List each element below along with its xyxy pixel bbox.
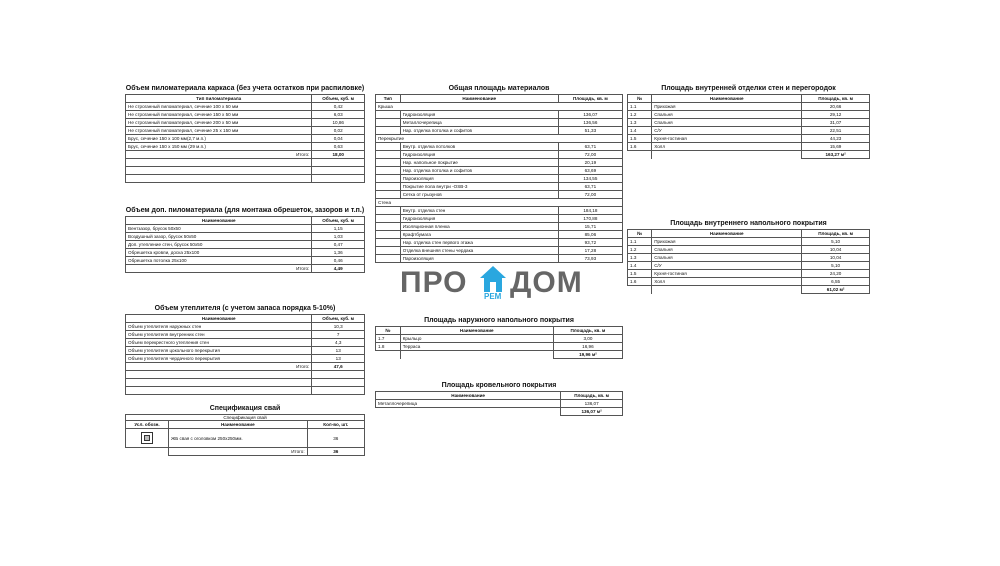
table-row: Брус, сечение 150 х 100 мм(2,7 м.п.) 0,04: [126, 135, 365, 143]
company-logo: [400, 262, 596, 304]
table-row: 1.7 Крыльцо 3,00: [376, 335, 623, 343]
table-row: Нар. отделка потолка и софитов 51,33: [376, 127, 623, 135]
frame-lumber-table: [125, 94, 365, 183]
roof-table: [375, 391, 623, 416]
extra-lumber-table: [125, 216, 365, 273]
table-row: 1.2 Спальня 29,12: [628, 111, 870, 119]
table-row: Гидроизоляция 170,88: [376, 215, 623, 223]
logo-sub-text: РЕМ: [484, 292, 502, 301]
interior-floor-table: [627, 229, 870, 294]
interior-walls-section: [627, 85, 870, 159]
col-header: Наименование: [400, 95, 558, 103]
col-header: Наименование: [652, 230, 802, 238]
table-row: Объем утеплителя внутренних стен 7: [126, 331, 365, 339]
table-row: Нар. отделка потолка и софитов 63,69: [376, 167, 623, 175]
total-row: Итого: 36: [126, 448, 365, 456]
piles-title: Спецификация свай: [209, 405, 281, 412]
insulation-table: [125, 314, 365, 395]
roof-section: [375, 382, 623, 416]
table-row: Сетка от грызунов 72,00: [376, 191, 623, 199]
col-header: Наименование: [652, 95, 802, 103]
col-header: Наименование: [126, 315, 312, 323]
table-row: Объем утеплителя наружных стен 10,3: [126, 323, 365, 331]
table-row: Не строганный пиломатериал, сечение 100 х 50 мм 0,42: [126, 103, 365, 111]
materials-table: [375, 94, 623, 263]
table-row: 1.5 Кухня-гостиная 24,20: [628, 270, 870, 278]
group-row: Стена: [376, 199, 623, 207]
col-header: Наименование: [376, 392, 561, 400]
total-row: 136,07 м²: [376, 408, 623, 416]
interior-walls-table: [627, 94, 870, 159]
table-row: 1.1 Прихожая 20,66: [628, 103, 870, 111]
table-row: Гидроизоляция 72,00: [376, 151, 623, 159]
table-row: Вентзазор, брусок 50х50 1,15: [126, 225, 365, 233]
col-header: Тип: [376, 95, 401, 103]
col-header: №: [628, 95, 652, 103]
col-header: Кол-во, шт.: [307, 421, 364, 429]
roof-title: Площадь кровельного покрытия: [441, 382, 557, 389]
table-row: 1.6 Холл 6,55: [628, 278, 870, 286]
table-row: Металлочерепица 136,56: [376, 119, 623, 127]
col-header: Наименование: [400, 327, 553, 335]
table-row: 1.4 С/У 22,51: [628, 127, 870, 135]
col-header: Площадь, кв. м: [553, 327, 622, 335]
col-header: Площадь, кв. м: [802, 95, 870, 103]
group-row: Крыша: [376, 103, 623, 111]
logo-text-right: ДОМ: [510, 266, 583, 299]
table-row: 1.4 С/У 5,10: [628, 262, 870, 270]
piles-table: [125, 420, 365, 456]
total-row: 163,27 м²: [628, 151, 870, 159]
col-header: Объем, куб. м: [312, 95, 365, 103]
insulation-section: [125, 305, 365, 395]
insulation-title: Объем утеплителя (с учетом запаса порядка 5-10%): [154, 305, 336, 312]
col-header: №: [628, 230, 652, 238]
table-row: Не строганный пиломатериал, сечение 200 х 50 мм 10,86: [126, 119, 365, 127]
extra-lumber-title: Объем доп. пиломатериала (для монтажа обрешеток, зазоров и т.п.): [125, 207, 365, 214]
table-row: Объем перекрестного утепления стен 4,3: [126, 339, 365, 347]
table-row: Брус, сечение 150 х 150 мм (29 м.п.) 0,63: [126, 143, 365, 151]
col-header: Тип пиломатериала: [126, 95, 312, 103]
table-row: Доп. утепление стен, брусок 50х50 0,47: [126, 241, 365, 249]
col-header: №: [376, 327, 401, 335]
outdoor-floor-table: [375, 326, 623, 359]
table-row: Не строганный пиломатериал, сечение 150 х 50 мм 6,03: [126, 111, 365, 119]
table-row: 1.5 Кухня-гостиная 44,23: [628, 135, 870, 143]
col-header: Площадь, кв. м: [558, 95, 622, 103]
table-row: 1.6 Холл 15,69: [628, 143, 870, 151]
total-row: Итого: 47,6: [126, 363, 365, 371]
piles-section: [125, 405, 365, 456]
house-icon: [478, 264, 508, 294]
table-row: Пароизоляция 134,55: [376, 175, 623, 183]
col-header: Усл. обозн.: [126, 421, 169, 429]
table-row: 1.8 Терраса 16,96: [376, 343, 623, 351]
table-row: Воздушный зазор, брусок 50х50 1,03: [126, 233, 365, 241]
table-row: Изоляционная пленка 15,71: [376, 223, 623, 231]
table-row: Крафтбумага 85,06: [376, 231, 623, 239]
group-row: Перекрытие: [376, 135, 623, 143]
table-row: Металлочерепица 136,07: [376, 400, 623, 408]
table-row: 1.1 Прихожая 5,10: [628, 238, 870, 246]
table-row: Нар. отделка стен первого этажа 93,72: [376, 239, 623, 247]
frame-lumber-section: [125, 85, 365, 183]
col-header: Наименование: [126, 217, 312, 225]
table-row: 1.3 Спальня 10,04: [628, 254, 870, 262]
interior-floor-section: [627, 220, 870, 294]
total-row: Итого: 4,49: [126, 265, 365, 273]
frame-lumber-title: Объем пиломатериала каркаса (без учета остатков при распиловке): [125, 85, 365, 92]
piles-subtitle: Спецификация свай: [125, 414, 365, 420]
table-row: Гидроизоляция 136,07: [376, 111, 623, 119]
col-header: Площадь, кв. м: [802, 230, 870, 238]
outdoor-floor-section: [375, 317, 623, 359]
interior-floor-title: Площадь внутреннего напольного покрытия: [670, 220, 827, 227]
table-row: Внутр. отделка потолков 63,71: [376, 143, 623, 151]
table-row: Объем утеплителя чердачного перекрытия 13: [126, 355, 365, 363]
table-row: Обрешетка кровли, доска 25х100 1,36: [126, 249, 365, 257]
materials-section: [375, 85, 623, 263]
table-row: Объем утеплителя цокольного перекрытия 13: [126, 347, 365, 355]
extra-lumber-section: [125, 207, 365, 273]
col-header: Наименование: [169, 421, 308, 429]
logo-text-left: ПРО: [400, 266, 468, 299]
outdoor-floor-title: Площадь наружного напольного покрытия: [424, 317, 574, 324]
table-row: Отделка внешняя стены чердака 17,28: [376, 247, 623, 255]
col-header: Площадь, кв. м: [561, 392, 623, 400]
col-header: Объем, куб. м: [312, 217, 365, 225]
table-row: Покрытие пола внутри -OSB-3 63,71: [376, 183, 623, 191]
table-row: Обрешетка потолка 25х100 0,46: [126, 257, 365, 265]
total-row: 19,96 м²: [376, 351, 623, 359]
pile-symbol-icon: [141, 432, 153, 444]
table-row: Внутр. отделка стен 184,18: [376, 207, 623, 215]
table-row: 1.2 Спальня 10,04: [628, 246, 870, 254]
total-row: Итого: 18,00: [126, 151, 365, 159]
table-row: Нар. напольное покрытие 20,19: [376, 159, 623, 167]
interior-walls-title: Площадь внутренней отделки стен и перегородок: [661, 85, 836, 92]
col-header: Объем, куб. м: [312, 315, 365, 323]
table-row: 1.3 Спальня 31,07: [628, 119, 870, 127]
table-row: Пароизоляция 73,93: [376, 255, 623, 263]
materials-title: Общая площадь материалов: [448, 85, 550, 92]
total-row: 61,02 м²: [628, 286, 870, 294]
table-row: Не строганный пиломатериал, сечение 25 х 150 мм 0,02: [126, 127, 365, 135]
table-row: ЖБ свая с оголовком 250х250мм. 36: [126, 429, 365, 448]
